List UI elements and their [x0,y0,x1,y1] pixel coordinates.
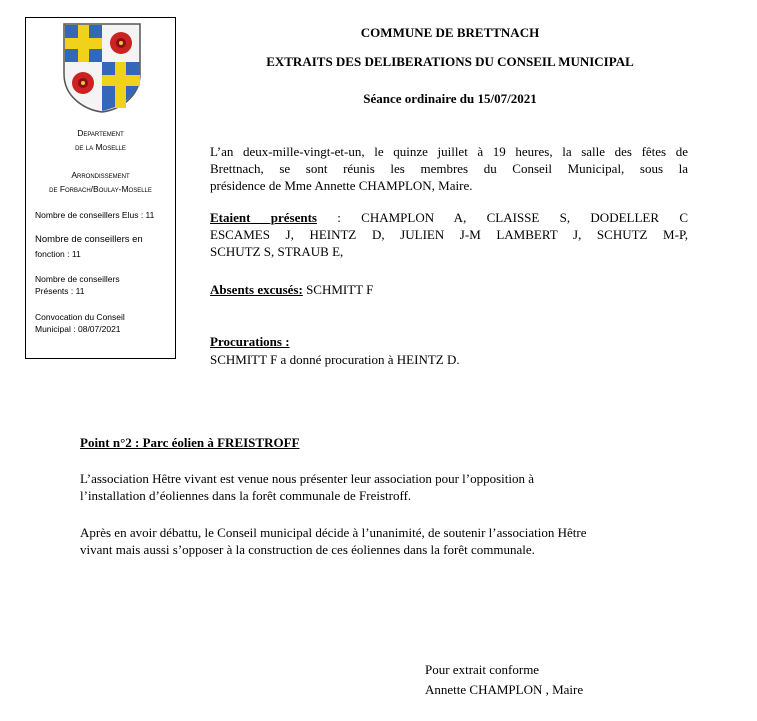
point-paragraph-2-line-1: Après en avoir débattu, le Conseil municipal décide à l’unanimité, de soutenir l’association Hêtre [80,525,587,540]
presents-line: ESCAMES J, HEINTZ D, JULIEN J-M LAMBERT J, SCHUTZ M-P, [210,227,688,242]
point-title [80,434,299,451]
procurations-title: Procurations : [210,334,290,349]
presents-line [210,209,688,226]
departement-label: Departement [77,128,124,138]
rose-icon [72,72,94,94]
intro-line: L’an deux-mille-vingt-et-un, le quinze juillet à 19 heures, la salle des fêtes de [210,144,688,159]
point-paragraph-1-line-2: l’installation d’éoliennes dans la forêt communale de Freistroff. [80,488,412,503]
commune-info-box [25,17,176,359]
presents-label: Etaient présents [210,210,317,225]
conseillers-fonction-value: fonction : 11 [35,249,81,259]
arrondissement-label: Arrondissement [71,170,130,180]
presents-line: SCHUTZ S, STRAUB E, [210,244,344,259]
point-title-text: Point n°2 : Parc éolien à FREISTROFF [80,435,300,450]
absents-names: SCHMITT F [302,282,374,297]
seance-date: Séance ordinaire du 15/07/2021 [363,91,537,106]
signature-line-2: Annette CHAMPLON , Maire [425,682,584,697]
rose-icon [110,32,132,54]
absents-line [210,281,373,298]
presents-names: : CHAMPLON A, CLAISSE S, DODELLER C [316,210,688,225]
departement-name: de la Moselle [75,142,126,152]
point-paragraph-1-line-1: L’association Hêtre vivant est venue nous présenter leur association pour l’opposition à [80,471,535,486]
presents-paragraph [210,209,688,260]
point-paragraph-2-line-2: vivant mais aussi s’opposer à la construction de ces éoliennes dans la forêt communale. [80,542,535,557]
document-title: EXTRAITS DES DELIBERATIONS DU CONSEIL MUNICIPAL [266,54,634,69]
conseillers-elus: Nombre de conseillers Elus : 11 [35,210,155,220]
convocation-label: Convocation du Conseil [35,312,125,322]
convocation-date: Municipal : 08/07/2021 [35,324,121,334]
procurations-label [210,333,290,350]
intro-line: présidence de Mme Annette CHAMPLON, Maire. [210,178,473,193]
commune-title: COMMUNE DE BRETTNACH [360,25,540,40]
absents-label: Absents excusés: [210,282,303,297]
conseillers-presents-label: Nombre de conseillers [35,274,120,284]
coat-of-arms-icon [62,22,142,114]
signature-line-1: Pour extrait conforme [425,662,540,677]
intro-paragraph [210,143,688,194]
conseillers-fonction-label: Nombre de conseillers en [35,234,143,245]
procurations-value: SCHMITT F a donné procuration à HEINTZ D. [210,352,460,367]
intro-line: Brettnach, se sont réunis les membres du Conseil Municipal, sous la [210,161,688,176]
arrondissement-name: de Forbach/Boulay-Moselle [49,184,152,194]
conseillers-presents-value: Présents : 11 [35,286,85,296]
